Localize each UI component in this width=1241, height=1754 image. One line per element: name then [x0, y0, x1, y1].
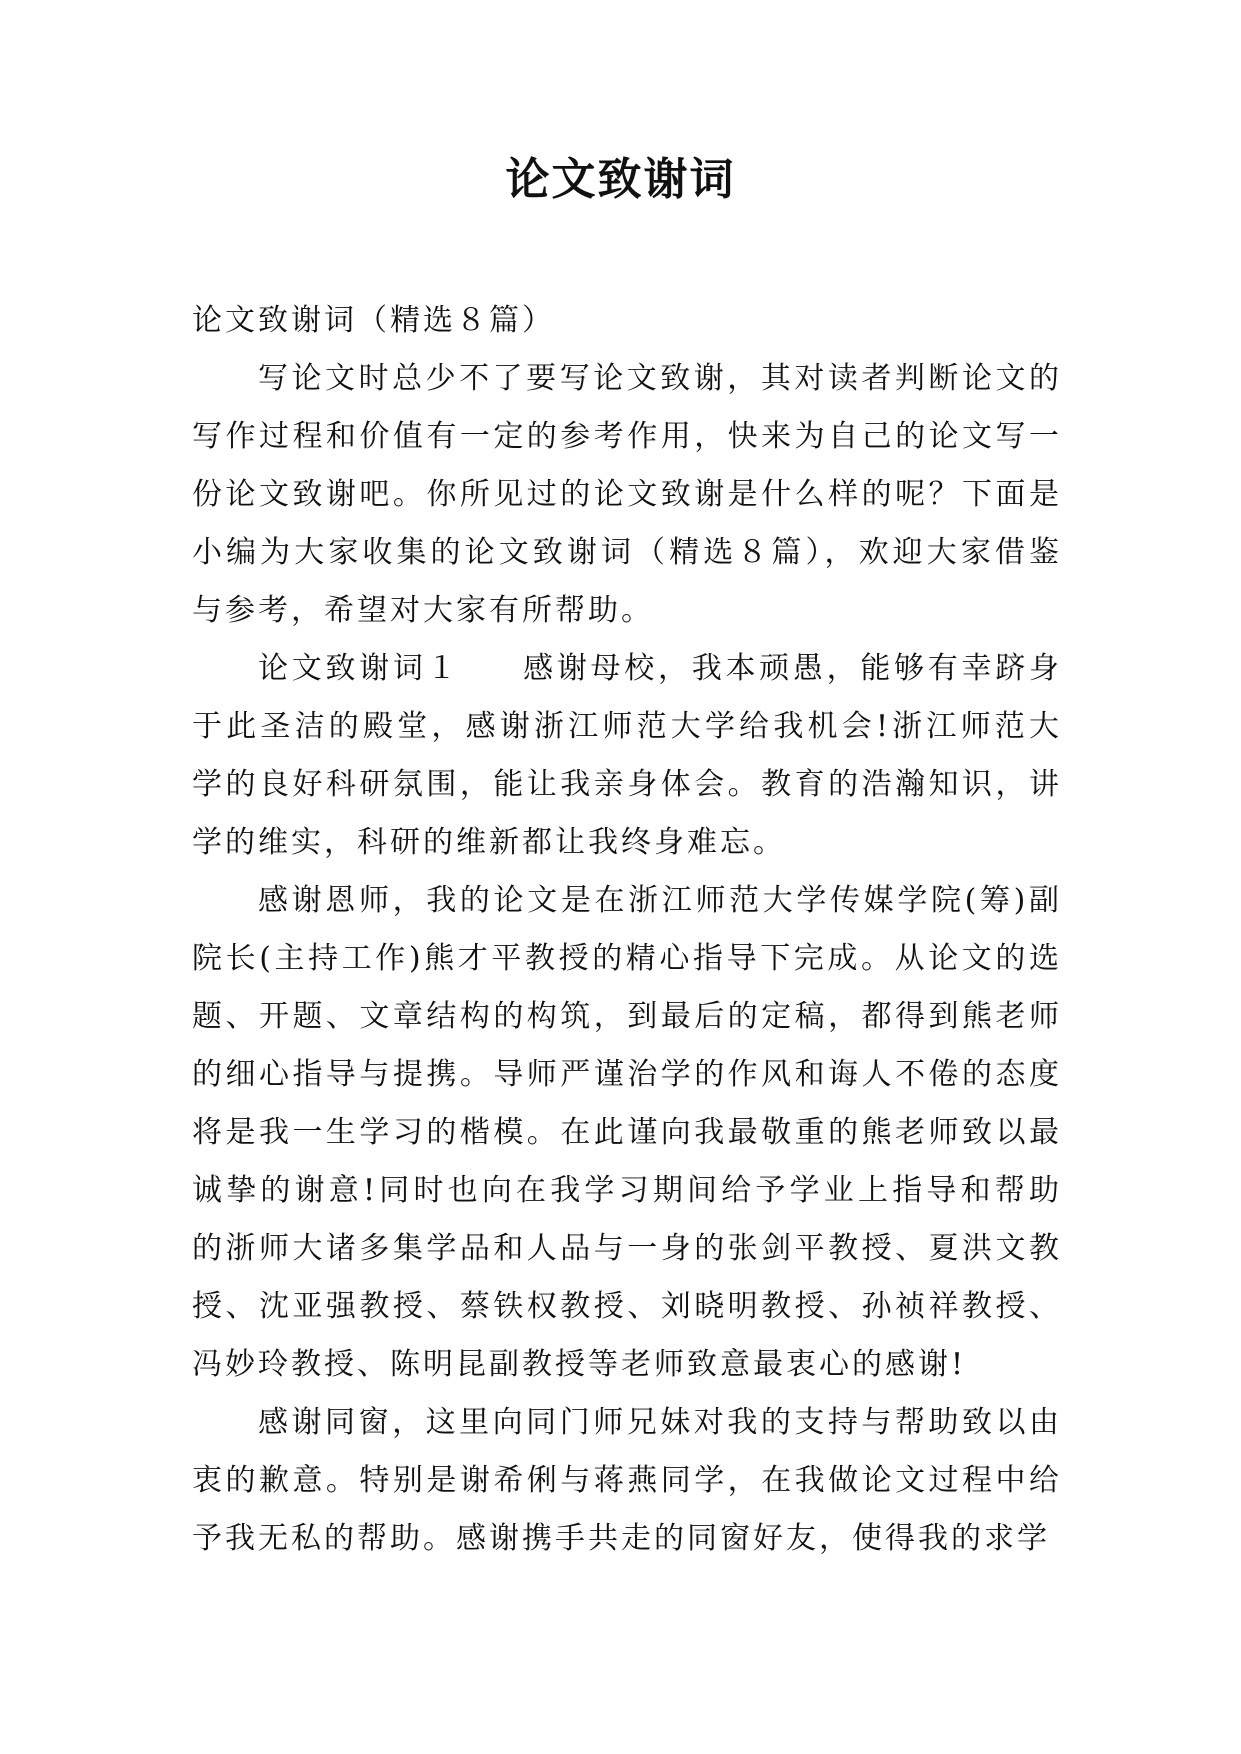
section-1-opening-paragraph — [192, 640, 1062, 872]
section-1-heading: 论文致谢词１ — [258, 651, 461, 686]
document-body — [192, 292, 1062, 1568]
document-title: 论文致谢词 — [505, 154, 736, 205]
section-1-paragraph-2: 感谢恩师，我的论文是在浙江师范大学传媒学院(筹)副院长(主持工作)熊才平教授的精心指导下完成。从论文的选题、开题、文章结构的构筑，到最后的定稿，都得到熊老师的细心指导与提携。导师严谨治学的作风和诲人不倦的态度将是我一生学习的楷模。在此谨向我最敬重的熊老师致以最诚挚的谢意!同时也向在我学习期间给予学业上指导和帮助的浙师大诸多集学品和人品与一身的张剑平教授、夏洪文教授、沈亚强教授、蔡铁权教授、刘晓明教授、孙祯祥教授、冯妙玲教授、陈明昆副教授等老师致意最衷心的感谢! — [192, 883, 1062, 1382]
intro-paragraph: 写论文时总少不了要写论文致谢，其对读者判断论文的写作过程和价值有一定的参考作用，快来为自己的论文写一份论文致谢吧。你所见过的论文致谢是什么样的呢？下面是小编为大家收集的论文致谢词（精选８篇），欢迎大家借鉴与参考，希望对大家有所帮助。 — [192, 361, 1062, 628]
section-1-paragraph-3: 感谢同窗，这里向同门师兄妹对我的支持与帮助致以由衷的歉意。特别是谢希俐与蒋燕同学，在我做论文过程中给予我无私的帮助。感谢携手共走的同窗好友，使得我的求学 — [192, 1405, 1062, 1556]
subtitle-line: 论文致谢词（精选８篇） — [192, 303, 555, 338]
section-1-paragraph-1: 感谢母校，我本顽愚，能够有幸跻身于此圣洁的殿堂，感谢浙江师范大学给我机会!浙江师范大学的良好科研氛围，能让我亲身体会。教育的浩瀚知识，讲学的维实，科研的维新都让我终身难忘。 — [192, 651, 1063, 860]
